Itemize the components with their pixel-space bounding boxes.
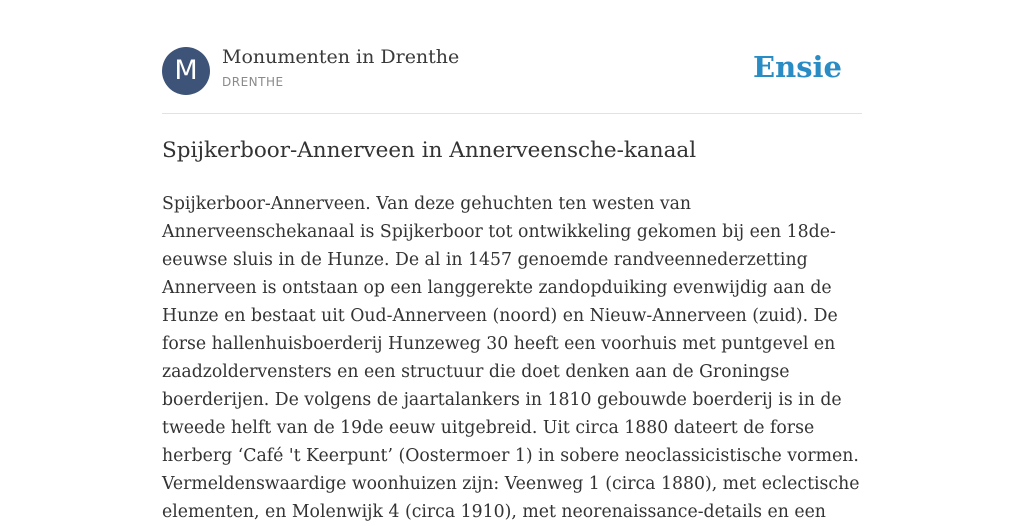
article-title: Spijkerboor-Annerveen in Annerveensche-kanaal [162,138,697,163]
site-subtitle[interactable]: DRENTHE [222,75,284,89]
article-card [162,0,862,522]
site-header [162,0,862,114]
avatar[interactable]: M [162,47,210,95]
site-title[interactable]: Monumenten in Drenthe [222,46,460,68]
article-body: Spijkerboor-Annerveen. Van deze gehuchten ten westen van Annerveenschekanaal is Spijkerboor tot ontwikkeling gekomen bij een 18de-eeuwse sluis in de Hunze. De al in 1457 genoemde randveennederzetting Annerveen is ontstaan op een langgerekte zandopduiking evenwijdig aan de Hunze en bestaat uit Oud-Annerveen (noord) en Nieuw-Annerveen (zuid). De forse hallenhuisboerderij Hunzeweg 30 heeft een voorhuis met puntgevel en zaadzoldervensters en een structuur die doet denken aan de Groningse boerderijen. De volgens de jaartalankers in 1810 gebouwde boerderij is in de tweede helft van de 19de eeuw uitgebreid. Uit circa 1880 dateert de forse herberg ‘Café 't Keerpunt’ (Oostermoer 1) in sobere neoclassicistische vormen. Vermeldenswaardige woonhuizen zijn: Veenweg 1 (circa 1880), met eclectische elementen, en Molenwijk 4 (circa 1910), met neorenaissance-details en een [162,194,860,522]
brand-logo[interactable]: Ensie [753,50,842,84]
